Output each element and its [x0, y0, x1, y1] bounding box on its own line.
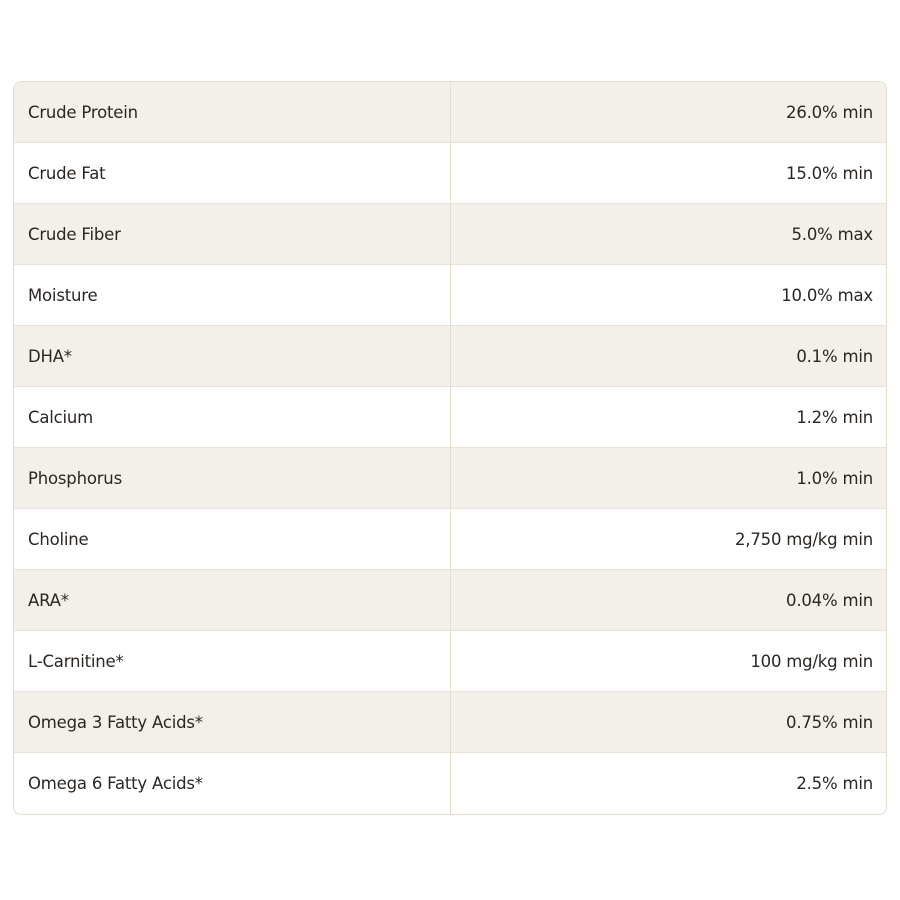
nutrient-value: 5.0% max — [791, 224, 873, 244]
table-row — [14, 753, 886, 814]
table-row — [14, 631, 886, 692]
nutrient-name: Moisture — [14, 265, 451, 325]
table-row — [14, 204, 886, 265]
nutrient-name: Choline — [14, 509, 451, 569]
nutrient-name: Omega 6 Fatty Acids* — [14, 753, 451, 814]
nutrient-value: 0.04% min — [786, 590, 873, 610]
nutrient-value: 15.0% min — [786, 163, 873, 183]
table-row — [14, 387, 886, 448]
nutrient-name: Omega 3 Fatty Acids* — [14, 692, 451, 752]
nutrient-value: 2.5% min — [796, 774, 873, 793]
nutrient-name: ARA* — [14, 570, 451, 630]
nutrient-value: 1.2% min — [796, 407, 873, 427]
nutrient-value: 2,750 mg/kg min — [735, 529, 873, 549]
nutrient-value: 100 mg/kg min — [750, 651, 873, 671]
guaranteed-analysis-table — [13, 81, 887, 815]
table-row — [14, 570, 886, 631]
table-row — [14, 143, 886, 204]
nutrient-value: 10.0% max — [781, 285, 873, 305]
table-row — [14, 448, 886, 509]
nutrient-name: Crude Protein — [14, 82, 451, 142]
table-row — [14, 509, 886, 570]
nutrient-name: Calcium — [14, 387, 451, 447]
nutrient-value: 0.1% min — [796, 346, 873, 366]
nutrient-name: Crude Fat — [14, 143, 451, 203]
nutrient-value: 26.0% min — [786, 102, 873, 122]
nutrient-value: 1.0% min — [796, 468, 873, 488]
nutrient-name: Crude Fiber — [14, 204, 451, 264]
table-row — [14, 326, 886, 387]
nutrient-name: L-Carnitine* — [14, 631, 451, 691]
table-row — [14, 82, 886, 143]
nutrient-name: Phosphorus — [14, 448, 451, 508]
table-row — [14, 692, 886, 753]
nutrient-name: DHA* — [14, 326, 451, 386]
nutrient-value: 0.75% min — [786, 712, 873, 732]
table-row — [14, 265, 886, 326]
